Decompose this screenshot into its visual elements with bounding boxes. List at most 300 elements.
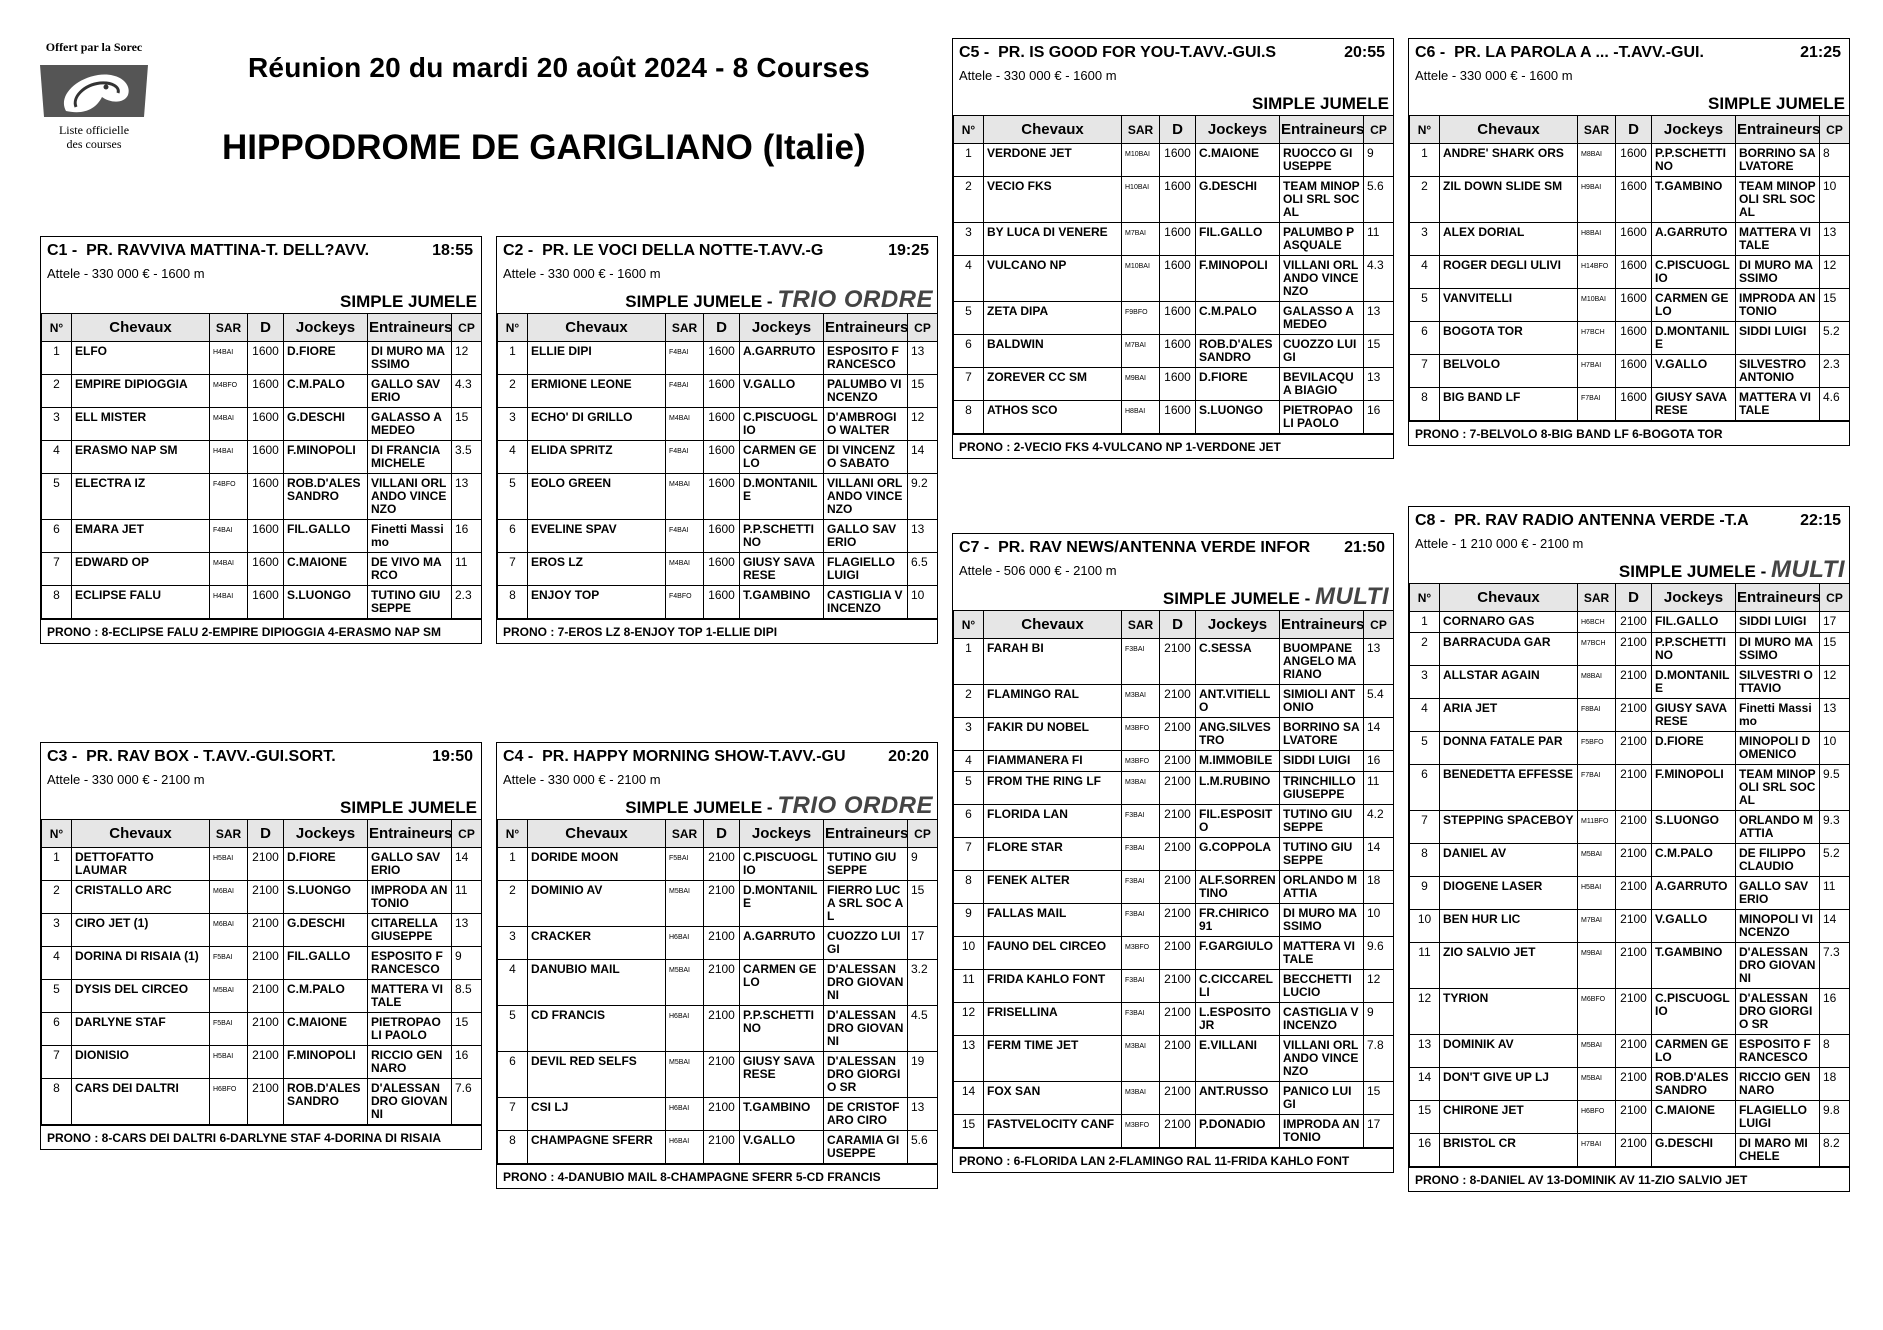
race-distance: 1600 xyxy=(1160,302,1196,335)
odds-cp: 9.3 xyxy=(1820,811,1850,844)
bet-types xyxy=(953,89,1393,115)
horse-sar: M9BAI xyxy=(1578,943,1616,989)
jockey-name: D.MONTANILE xyxy=(740,474,824,520)
odds-cp: 15 xyxy=(1364,335,1394,368)
jockey-name: C.MAIONE xyxy=(284,1013,368,1046)
runner-row xyxy=(1410,355,1850,388)
odds-cp: 13 xyxy=(908,342,938,375)
logo-top-text: Offert par la Sorec xyxy=(45,40,143,54)
runner-row xyxy=(954,144,1394,177)
horse-sar: M4BAI xyxy=(210,408,248,441)
trainer-name: SIMIOLI ANTONIO xyxy=(1280,685,1364,718)
race-distance: 2100 xyxy=(1616,666,1652,699)
jockey-name: V.GALLO xyxy=(1652,910,1736,943)
horse-sar: H7BCH xyxy=(1578,322,1616,355)
runner-row xyxy=(954,177,1394,223)
odds-cp: 8.2 xyxy=(1820,1134,1850,1167)
race-distance: 2100 xyxy=(704,960,740,1006)
runner-row xyxy=(1410,1101,1850,1134)
jockey-name: ANT.VITIELLO xyxy=(1196,685,1280,718)
race-info: Attele - 330 000 € - 1600 m xyxy=(1415,68,1573,83)
jockey-name: C.MAIONE xyxy=(1652,1101,1736,1134)
horse-sar: M11BFO xyxy=(1578,811,1616,844)
runner-number: 6 xyxy=(1410,765,1440,811)
horse-sar: M6BFO xyxy=(1578,989,1616,1035)
horse-name: DIONISIO xyxy=(72,1046,210,1079)
race-code: C3 - xyxy=(47,748,78,765)
race-time: 18:55 xyxy=(432,242,473,259)
horse-name: FRISELLINA xyxy=(984,1003,1122,1036)
horse-sar: M5BAI xyxy=(1578,844,1616,877)
runner-row xyxy=(498,1131,938,1164)
col-trainers: Entraineurs xyxy=(824,314,908,342)
horse-sar: H4BAI xyxy=(210,441,248,474)
runner-number: 16 xyxy=(1410,1134,1440,1167)
trainer-name: VILLANI ORLANDO VINCENZO xyxy=(1280,256,1364,302)
runner-row xyxy=(498,441,938,474)
col-cp: CP xyxy=(1820,584,1850,612)
runner-number: 3 xyxy=(954,223,984,256)
horse-sar: F4BAI xyxy=(666,342,704,375)
col-trainers: Entraineurs xyxy=(1736,584,1820,612)
horse-name: EDWARD OP xyxy=(72,553,210,586)
jockey-name: E.VILLANI xyxy=(1196,1036,1280,1082)
horse-name: CIRO JET (1) xyxy=(72,914,210,947)
col-horses: Chevaux xyxy=(984,116,1122,144)
race-info: Attele - 506 000 € - 2100 m xyxy=(959,563,1117,578)
runner-number: 8 xyxy=(954,871,984,904)
odds-cp: 5.2 xyxy=(1820,844,1850,877)
trainer-name: MATTERA VITALE xyxy=(1736,223,1820,256)
race-code: C5 - xyxy=(959,44,990,61)
horse-sar: M4BAI xyxy=(210,553,248,586)
horse-name: ELLIE DIPI xyxy=(528,342,666,375)
jockey-name: C.MAIONE xyxy=(284,553,368,586)
jockey-name: FR.CHIRICO 91 xyxy=(1196,904,1280,937)
race-prono: PRONO : 2-VECIO FKS 4-VULCANO NP 1-VERDONE JET xyxy=(953,434,1393,458)
horse-name: ZOREVER CC SM xyxy=(984,368,1122,401)
jockey-name: C.PISCUOGLIO xyxy=(1652,256,1736,289)
race-distance: 2100 xyxy=(1616,765,1652,811)
jockey-name: D.MONTANILE xyxy=(740,881,824,927)
jockey-name: FIL.GALLO xyxy=(1652,612,1736,633)
race-info: Attele - 330 000 € - 1600 m xyxy=(503,266,661,281)
horse-name: ANDRE' SHARK ORS xyxy=(1440,144,1578,177)
jockey-name: F.MINOPOLI xyxy=(284,441,368,474)
runner-row xyxy=(954,718,1394,751)
horse-name: ELECTRA IZ xyxy=(72,474,210,520)
runner-number: 9 xyxy=(954,904,984,937)
horse-sar: H8BAI xyxy=(1122,401,1160,434)
jockey-name: CARMEN GELO xyxy=(1652,1035,1736,1068)
trainer-name: SILVESTRI OTTAVIO xyxy=(1736,666,1820,699)
trainer-name: PALUMBO PASQUALE xyxy=(1280,223,1364,256)
runner-number: 3 xyxy=(498,927,528,960)
horse-name: FROM THE RING LF xyxy=(984,772,1122,805)
runner-row xyxy=(954,639,1394,685)
horse-name: DEVIL RED SELFS xyxy=(528,1052,666,1098)
runner-row xyxy=(1410,289,1850,322)
runner-number: 4 xyxy=(498,960,528,1006)
horse-sar: H10BAI xyxy=(1122,177,1160,223)
trainer-name: DI MARO MICHELE xyxy=(1736,1134,1820,1167)
runner-number: 5 xyxy=(42,980,72,1013)
runner-row xyxy=(954,302,1394,335)
runner-number: 7 xyxy=(954,368,984,401)
runner-row xyxy=(1410,612,1850,633)
runner-number: 15 xyxy=(1410,1101,1440,1134)
race-distance: 1600 xyxy=(1160,335,1196,368)
horse-name: EMPIRE DIPIOGGIA xyxy=(72,375,210,408)
runner-row xyxy=(954,1003,1394,1036)
col-sar: SAR xyxy=(1578,584,1616,612)
horse-sar: H7BAI xyxy=(1578,1134,1616,1167)
horse-name: BALDWIN xyxy=(984,335,1122,368)
col-horses: Chevaux xyxy=(1440,584,1578,612)
jockey-name: ROB.D'ALESSANDRO xyxy=(1652,1068,1736,1101)
col-trainers: Entraineurs xyxy=(1280,611,1364,639)
runner-number: 8 xyxy=(498,1131,528,1164)
horse-name: DOMINIK AV xyxy=(1440,1035,1578,1068)
odds-cp: 9.6 xyxy=(1364,937,1394,970)
runner-row xyxy=(1410,910,1850,943)
horse-sar: F7BAI xyxy=(1578,765,1616,811)
runner-row xyxy=(954,368,1394,401)
jockey-name: G.DESCHI xyxy=(1652,1134,1736,1167)
horse-sar: F3BAI xyxy=(1122,904,1160,937)
col-sar: SAR xyxy=(1122,611,1160,639)
jockey-name: C.M.PALO xyxy=(284,375,368,408)
col-trainers: Entraineurs xyxy=(368,820,452,848)
race-distance: 2100 xyxy=(1160,805,1196,838)
jockey-name: FIL.GALLO xyxy=(1196,223,1280,256)
race-distance: 1600 xyxy=(704,553,740,586)
trainer-name: VILLANI ORLANDO VINCENZO xyxy=(824,474,908,520)
col-trainers: Entraineurs xyxy=(368,314,452,342)
horse-name: VECIO FKS xyxy=(984,177,1122,223)
trainer-name: PIETROPAOLI PAOLO xyxy=(1280,401,1364,434)
jockey-name: D.FIORE xyxy=(1196,368,1280,401)
odds-cp: 8.5 xyxy=(452,980,482,1013)
runner-number: 6 xyxy=(1410,322,1440,355)
jockey-name: F.MINOPOLI xyxy=(284,1046,368,1079)
odds-cp: 11 xyxy=(452,553,482,586)
runner-row xyxy=(42,408,482,441)
runner-row xyxy=(954,223,1394,256)
race-distance: 1600 xyxy=(704,408,740,441)
bet-type-main: SIMPLE JUMELE xyxy=(1252,94,1389,113)
race-distance: 1600 xyxy=(248,342,284,375)
runner-row xyxy=(42,1079,482,1125)
horse-sar: M7BCH xyxy=(1578,633,1616,666)
race-distance: 1600 xyxy=(704,375,740,408)
horse-name: VULCANO NP xyxy=(984,256,1122,302)
runner-row xyxy=(1410,811,1850,844)
horse-name: CRISTALLO ARC xyxy=(72,881,210,914)
race-distance: 2100 xyxy=(1616,612,1652,633)
race-title xyxy=(959,539,1387,557)
runner-number: 3 xyxy=(42,914,72,947)
odds-cp: 13 xyxy=(1364,639,1394,685)
jockey-name: L.M.RUBINO xyxy=(1196,772,1280,805)
race-code: C7 - xyxy=(959,539,990,556)
runner-row xyxy=(954,871,1394,904)
runner-number: 2 xyxy=(498,881,528,927)
race-title xyxy=(959,44,1387,62)
horse-name: DORIDE MOON xyxy=(528,848,666,881)
odds-cp: 2.3 xyxy=(452,586,482,619)
jockey-name: T.GAMBINO xyxy=(1652,943,1736,989)
runner-number: 5 xyxy=(954,772,984,805)
horse-name: ATHOS SCO xyxy=(984,401,1122,434)
race-distance: 2100 xyxy=(704,1052,740,1098)
col-cp: CP xyxy=(1364,116,1394,144)
runner-row xyxy=(42,980,482,1013)
jockey-name: P.P.SCHETTINO xyxy=(740,520,824,553)
horse-name: BRISTOL CR xyxy=(1440,1134,1578,1167)
horse-sar: M3BAI xyxy=(1122,1036,1160,1082)
trainer-name: GALASSO AMEDEO xyxy=(1280,302,1364,335)
race-distance: 2100 xyxy=(1616,1134,1652,1167)
jockey-name: GIUSY SAVARESE xyxy=(1652,699,1736,732)
trainer-name: BECCHETTI LUCIO xyxy=(1280,970,1364,1003)
runner-row xyxy=(498,1006,938,1052)
trainer-name: TUTINO GIUSEPPE xyxy=(1280,838,1364,871)
runner-row xyxy=(954,1082,1394,1115)
trainer-name: GALLO SAVERIO xyxy=(1736,877,1820,910)
runner-row xyxy=(954,751,1394,772)
horse-name: ALEX DORIAL xyxy=(1440,223,1578,256)
jockey-name: P.P.SCHETTINO xyxy=(1652,633,1736,666)
jockey-name: CARMEN GELO xyxy=(740,960,824,1006)
horse-sar: H6BAI xyxy=(666,1098,704,1131)
horse-sar: M10BAI xyxy=(1578,289,1616,322)
horse-sar: F4BAI xyxy=(666,520,704,553)
horse-name: ROGER DEGLI ULIVI xyxy=(1440,256,1578,289)
horse-name: DETTOFATTO LAUMAR xyxy=(72,848,210,881)
bet-type-extra: MULTI xyxy=(1314,583,1389,610)
runner-number: 5 xyxy=(498,474,528,520)
runner-row xyxy=(498,927,938,960)
horse-name: BENEDETTA EFFESSE xyxy=(1440,765,1578,811)
race-name: PR. LA PAROLA A ... -T.AVV.-GUI. xyxy=(1454,44,1704,61)
race-distance: 2100 xyxy=(1616,1068,1652,1101)
race-distance: 1600 xyxy=(1616,223,1652,256)
trainer-name: IMPRODA ANTONIO xyxy=(1736,289,1820,322)
jockey-name: C.PISCUOGLIO xyxy=(740,408,824,441)
col-jockeys: Jockeys xyxy=(284,820,368,848)
odds-cp: 16 xyxy=(452,1046,482,1079)
jockey-name: D.FIORE xyxy=(284,848,368,881)
horse-sar: H7BAI xyxy=(1578,355,1616,388)
race-distance: 2100 xyxy=(248,914,284,947)
race-distance: 2100 xyxy=(1616,877,1652,910)
odds-cp: 9.8 xyxy=(1820,1101,1850,1134)
col-horses: Chevaux xyxy=(72,820,210,848)
col-cp: CP xyxy=(452,820,482,848)
col-number: N° xyxy=(954,611,984,639)
runner-row xyxy=(954,838,1394,871)
runner-row xyxy=(1410,1068,1850,1101)
jockey-name: C.M.PALO xyxy=(284,980,368,1013)
race-prono: PRONO : 7-BELVOLO 8-BIG BAND LF 6-BOGOTA TOR xyxy=(1409,421,1849,445)
col-number: N° xyxy=(42,820,72,848)
horse-name: FALLAS MAIL xyxy=(984,904,1122,937)
horse-sar: F5BAI xyxy=(210,947,248,980)
race-distance: 1600 xyxy=(1616,355,1652,388)
horse-name: CSI LJ xyxy=(528,1098,666,1131)
jockey-name: C.MAIONE xyxy=(1196,144,1280,177)
runner-row xyxy=(1410,177,1850,223)
race-distance: 2100 xyxy=(1616,989,1652,1035)
race-distance: 2100 xyxy=(1616,811,1652,844)
odds-cp: 9 xyxy=(1364,144,1394,177)
odds-cp: 17 xyxy=(908,927,938,960)
race-time: 22:15 xyxy=(1800,512,1841,529)
col-jockeys: Jockeys xyxy=(1652,116,1736,144)
race-distance: 2100 xyxy=(704,881,740,927)
runner-row xyxy=(498,408,938,441)
horse-sar: M5BAI xyxy=(1578,1035,1616,1068)
runner-row xyxy=(42,1046,482,1079)
odds-cp: 5.6 xyxy=(1364,177,1394,223)
bet-types xyxy=(953,584,1393,610)
runner-number: 14 xyxy=(954,1082,984,1115)
horse-name: ELL MISTER xyxy=(72,408,210,441)
bet-types xyxy=(497,287,937,313)
horse-name: VERDONE JET xyxy=(984,144,1122,177)
trainer-name: D'ALESSANDRO GIOVANNI xyxy=(824,960,908,1006)
col-distance: D xyxy=(1160,611,1196,639)
runner-number: 2 xyxy=(498,375,528,408)
horse-sar: F4BFO xyxy=(210,474,248,520)
jockey-name: V.GALLO xyxy=(740,375,824,408)
trainer-name: DI MURO MASSIMO xyxy=(368,342,452,375)
col-jockeys: Jockeys xyxy=(740,820,824,848)
odds-cp: 11 xyxy=(452,881,482,914)
table-header-row xyxy=(954,611,1394,639)
race-card-c5 xyxy=(952,38,1394,459)
venue-title: HIPPODROME DE GARIGLIANO (Italie) xyxy=(222,128,866,167)
runner-number: 7 xyxy=(42,1046,72,1079)
race-time: 21:50 xyxy=(1344,539,1385,556)
runner-number: 15 xyxy=(954,1115,984,1148)
trainer-name: CITARELLA GIUSEPPE xyxy=(368,914,452,947)
jockey-name: S.LUONGO xyxy=(284,586,368,619)
race-time: 21:25 xyxy=(1800,44,1841,61)
runner-number: 4 xyxy=(954,751,984,772)
runner-number: 1 xyxy=(42,342,72,375)
race-distance: 2100 xyxy=(248,1079,284,1125)
trainer-name: DI FRANCIA MICHELE xyxy=(368,441,452,474)
horse-sar: M3BAI xyxy=(1122,685,1160,718)
race-prono: PRONO : 8-DANIEL AV 13-DOMINIK AV 11-ZIO SALVIO JET xyxy=(1409,1167,1849,1191)
jockey-name: ALF.SORRENTINO xyxy=(1196,871,1280,904)
horse-sar: H6BAI xyxy=(666,927,704,960)
trainer-name: SIDDI LUIGI xyxy=(1280,751,1364,772)
runner-number: 5 xyxy=(1410,289,1440,322)
col-jockeys: Jockeys xyxy=(1196,611,1280,639)
bet-type-extra: TRIO ORDRE xyxy=(777,286,933,313)
trainer-name: D'AMBROGIO WALTER xyxy=(824,408,908,441)
jockey-name: C.M.PALO xyxy=(1652,844,1736,877)
runner-number: 6 xyxy=(954,335,984,368)
race-distance: 2100 xyxy=(248,947,284,980)
odds-cp: 9.5 xyxy=(1820,765,1850,811)
race-name: PR. RAV BOX - T.AVV.-GUI.SORT. xyxy=(86,748,336,765)
runner-number: 4 xyxy=(42,441,72,474)
bet-type-main: SIMPLE JUMELE - xyxy=(625,292,778,311)
odds-cp: 15 xyxy=(1820,289,1850,322)
odds-cp: 4.2 xyxy=(1364,805,1394,838)
horse-name: FOX SAN xyxy=(984,1082,1122,1115)
odds-cp: 4.3 xyxy=(1364,256,1394,302)
runner-number: 10 xyxy=(954,937,984,970)
bet-types xyxy=(41,287,481,313)
horse-name: ARIA JET xyxy=(1440,699,1578,732)
trainer-name: DI MURO MASSIMO xyxy=(1736,633,1820,666)
runner-row xyxy=(1410,765,1850,811)
col-distance: D xyxy=(248,314,284,342)
horse-name: BARRACUDA GAR xyxy=(1440,633,1578,666)
runner-row xyxy=(1410,144,1850,177)
odds-cp: 8 xyxy=(1820,1035,1850,1068)
col-distance: D xyxy=(1616,116,1652,144)
runner-row xyxy=(42,1013,482,1046)
runner-number: 5 xyxy=(42,474,72,520)
race-distance: 1600 xyxy=(1616,256,1652,289)
odds-cp: 14 xyxy=(452,848,482,881)
runner-number: 8 xyxy=(42,586,72,619)
jockey-name: L.ESPOSITO JR xyxy=(1196,1003,1280,1036)
trainer-name: DI MURO MASSIMO xyxy=(1736,256,1820,289)
race-title xyxy=(1415,44,1843,62)
logo-bottom-text-2: des courses xyxy=(66,137,122,151)
horse-sar: H4BAI xyxy=(210,586,248,619)
race-distance: 1600 xyxy=(248,375,284,408)
odds-cp: 13 xyxy=(1820,223,1850,256)
horse-sar: H6BCH xyxy=(1578,612,1616,633)
col-cp: CP xyxy=(1820,116,1850,144)
horse-sar: M7BAI xyxy=(1578,910,1616,943)
runners-table xyxy=(953,115,1394,434)
runner-row xyxy=(498,474,938,520)
jockey-name: T.GAMBINO xyxy=(1652,177,1736,223)
runner-number: 6 xyxy=(42,520,72,553)
trainer-name: CUOZZO LUIGI xyxy=(824,927,908,960)
horse-sar: H6BAI xyxy=(666,1131,704,1164)
horse-sar: F3BAI xyxy=(1122,838,1160,871)
odds-cp: 4.5 xyxy=(908,1006,938,1052)
bet-type-main: SIMPLE JUMELE xyxy=(340,292,477,311)
trainer-name: CARAMIA GIUSEPPE xyxy=(824,1131,908,1164)
horse-name: DANUBIO MAIL xyxy=(528,960,666,1006)
horse-name: BEN HUR LIC xyxy=(1440,910,1578,943)
horse-sar: F9BFO xyxy=(1122,302,1160,335)
race-time: 20:55 xyxy=(1344,44,1385,61)
odds-cp: 13 xyxy=(1364,368,1394,401)
horse-name: FLORIDA LAN xyxy=(984,805,1122,838)
jockey-name: V.GALLO xyxy=(1652,355,1736,388)
race-info: Attele - 330 000 € - 1600 m xyxy=(47,266,205,281)
jockey-name: A.GARRUTO xyxy=(740,342,824,375)
jockey-name: C.PISCUOGLIO xyxy=(740,848,824,881)
horse-sar: F8BAI xyxy=(1578,699,1616,732)
horse-name: FASTVELOCITY CANF xyxy=(984,1115,1122,1148)
jockey-name: F.MINOPOLI xyxy=(1196,256,1280,302)
jockey-name: CARMEN GELO xyxy=(1652,289,1736,322)
odds-cp: 11 xyxy=(1364,223,1394,256)
